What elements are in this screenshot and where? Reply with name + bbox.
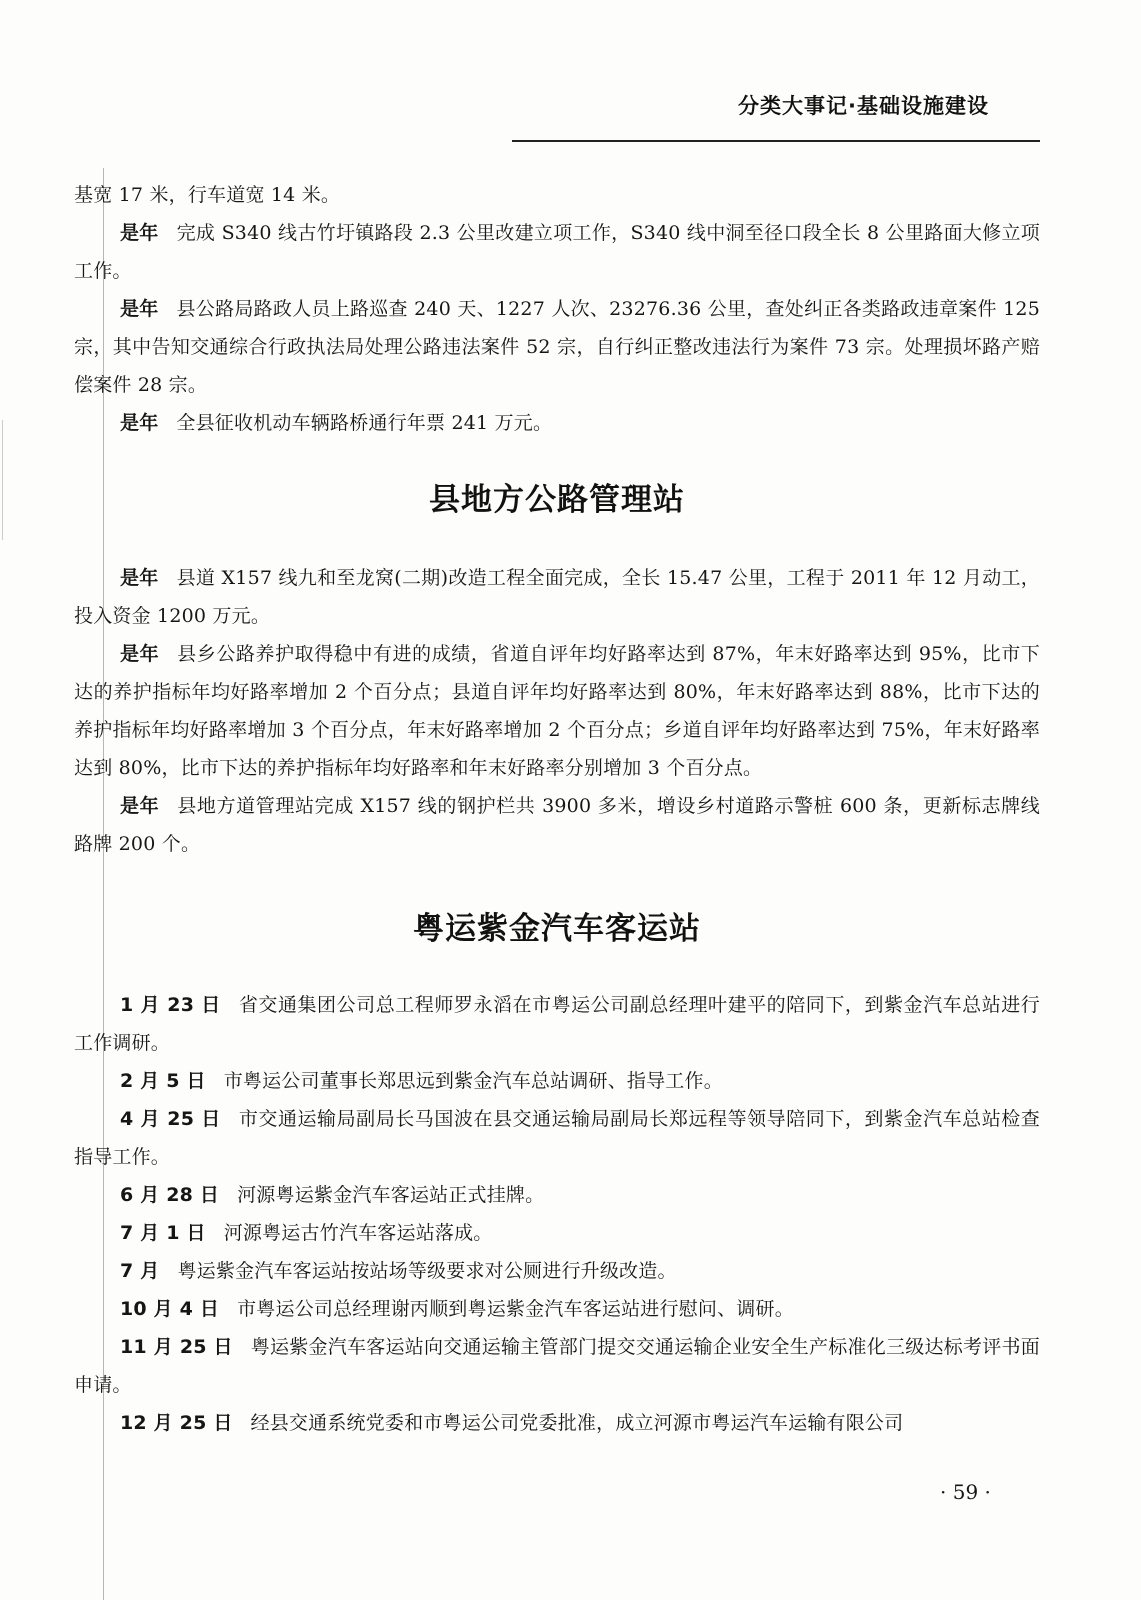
paragraph-lead: 是年 xyxy=(120,412,159,434)
paragraph-lead: 是年 xyxy=(120,795,160,817)
paragraph: 4 月 25 日 市交通运输局副局长马国波在县交通运输局副局长郑远程等领导陪同下，到紫金汽车总站检查指导工作。 xyxy=(74,1108,1041,1168)
paragraph: 基宽 17 米，行车道宽 14 米。 xyxy=(74,184,341,206)
scan-edge-mark xyxy=(2,420,3,540)
paragraph-lead: 是年 xyxy=(120,567,159,589)
paragraph: 1 月 23 日 省交通集团公司总工程师罗永滔在市粤运公司副总经理叶建平的陪同下，到紫金汽车总站进行工作调研。 xyxy=(74,994,1041,1054)
paragraph: 是年 完成 S340 线古竹圩镇路段 2.3 公里改建立项工作，S340 线中洞至径口段全长 8 公里路面大修立项工作。 xyxy=(74,222,1040,282)
paragraph-lead: 是年 xyxy=(120,222,159,244)
paragraph: 12 月 25 日 经县交通系统党委和市粤运公司党委批准，成立河源市粤运汽车运输有限公司 xyxy=(120,1412,904,1434)
paragraph: 是年 全县征收机动车辆路桥通行年票 241 万元。 xyxy=(120,412,553,434)
page-content xyxy=(74,176,1040,1442)
paragraph: 2 月 5 日 市粤运公司董事长郑思远到紫金汽车总站调研、指导工作。 xyxy=(120,1070,723,1092)
section-title: 粤运紫金汽车客运站 xyxy=(413,911,701,947)
paragraph-lead: 2 月 5 日 xyxy=(120,1070,206,1092)
paragraph-lead: 7 月 1 日 xyxy=(120,1222,206,1244)
paragraph-lead: 7 月 xyxy=(120,1260,160,1282)
paragraph: 是年 县道 X157 线九和至龙窝(二期)改造工程全面完成，全长 15.47 公里，工程于 2011 年 12 月动工，投入资金 1200 万元。 xyxy=(74,567,1040,627)
paragraph: 是年 县地方道管理站完成 X157 线的钢护栏共 3900 多米，增设乡村道路示警桩 600 条，更新标志牌线路牌 200 个。 xyxy=(74,795,1040,855)
paragraph-lead: 1 月 23 日 xyxy=(120,994,221,1016)
paragraph-lead: 是年 xyxy=(120,298,159,320)
page-number: · 59 · xyxy=(940,1480,991,1504)
paragraph-lead: 11 月 25 日 xyxy=(120,1336,233,1358)
paragraph: 7 月 粤运紫金汽车客运站按站场等级要求对公厕进行升级改造。 xyxy=(120,1260,677,1282)
paragraph: 6 月 28 日 河源粤运紫金汽车客运站正式挂牌。 xyxy=(120,1184,545,1206)
paragraph: 是年 县公路局路政人员上路巡查 240 天、1227 人次、23276.36 公里，查处纠正各类路政违章案件 125 宗，其中告知交通综合行政执法局处理公路违法案件 52 宗，自行纠正整改违法行为案件 73 宗。处理损坏路产赔偿案件 28 宗。 xyxy=(74,298,1040,396)
paragraph: 10 月 4 日 市粤运公司总经理谢丙顺到粤运紫金汽车客运站进行慰问、调研。 xyxy=(120,1298,794,1320)
running-header: 分类大事记·基础设施建设 xyxy=(738,94,989,118)
paragraph: 是年 县乡公路养护取得稳中有进的成绩，省道自评年均好路率达到 87%，年末好路率达到 95%，比市下达的养护指标年均好路率增加 2 个百分点；县道自评年均好路率达到 80%，年末好路率达到 88%，比市下达的养护指标年均好路率增加 3 个百分点，年末好路率增加 2 个百分点；乡道自评年均好路率达到 75%，年末好路率达到 80%，比市下达的养护指标年均好路率和年末好路率分别增加 3 个百分点。 xyxy=(74,643,1040,779)
paragraph-lead: 4 月 25 日 xyxy=(120,1108,221,1130)
header-rule xyxy=(512,140,1040,142)
section-title: 县地方公路管理站 xyxy=(429,482,685,518)
paragraph: 7 月 1 日 河源粤运古竹汽车客运站落成。 xyxy=(120,1222,493,1244)
paragraph-lead: 6 月 28 日 xyxy=(120,1184,220,1206)
paragraph-lead: 10 月 4 日 xyxy=(120,1298,220,1320)
paragraph: 11 月 25 日 粤运紫金汽车客运站向交通运输主管部门提交交通运输企业安全生产标准化三级达标考评书面申请。 xyxy=(74,1336,1040,1396)
paragraph-lead: 是年 xyxy=(120,643,160,665)
paragraph-lead: 12 月 25 日 xyxy=(120,1412,233,1434)
